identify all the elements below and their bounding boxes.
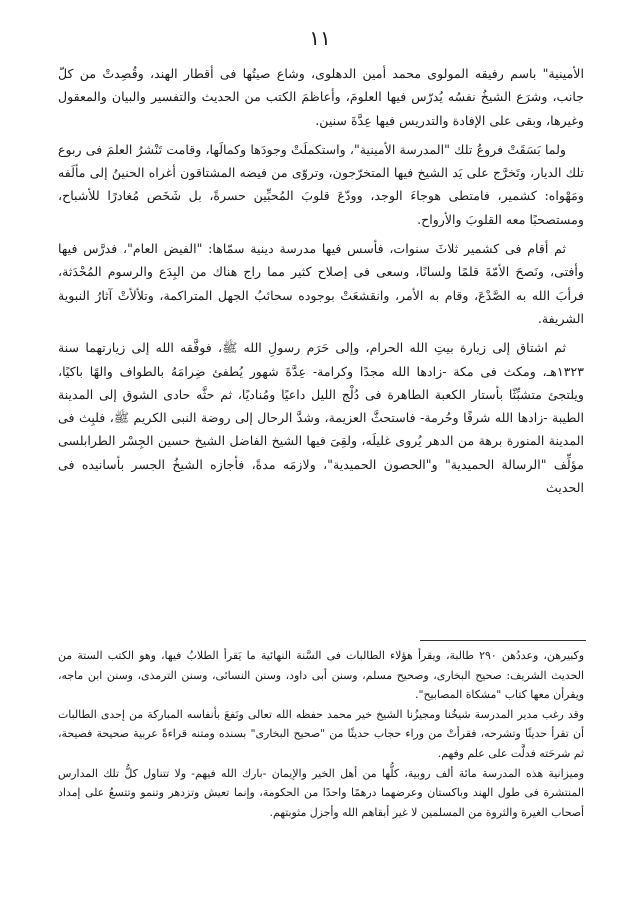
- paragraph: ولما بَسَقَتْ فروعُ تلك "المدرسة الأمينية"، واستكملَتْ وجودَها وكمالَها، وقامت تَنْشرُ العلمَ فى ربوع تلك الديار، وتَخرَّج على يَد الشيخ فيها المتخرّجون، وتروّى من فيضه المشتاقون أغراه الحنينُ إلى مألَفه ومَهْواه: كشمير، فامتطى هوجاءَ الوجد، وودّعَ قلوبَ المُحبِّين حسرةً، بل شَخَص مُغادرًا للأشباح، ومستصحبًا معه القلوبَ والأرواح.: [58, 141, 584, 227]
- page-number: ١١: [309, 26, 331, 50]
- main-text: [58, 62, 584, 505]
- paragraph: ثم أقام فى كشمير ثلاثَ سنوات، فأسس فيها مدرسة دينية سمّاها: "الفيض العام"، فدرَّس فيها وأفتى، ونَصحَ الأمّةَ قلمًا ولسانًا، وسعى فى إصلاح كثير مما راج هناك من البِدَع والرسوم المُحْدَثة، فرأبَ الله به الصَّدْعَ، وقام به الأمر، وانقشعَتْ بوجوده سحائبُ الجهل المتراكمة، وتلألأتْ آثارُ النبوية الشريفة.: [58, 241, 584, 326]
- paragraph: ثم اشتاق إلى زيارة بيتِ الله الحرام، وإلى حَرَم رسولِ الله ﷺ، فوفَّقه الله إلى زيارتهما سنة ١٣٢٣هـ، ومكث فى مكة -زادها الله مجدًا وكرامة- عِدَّةَ شهور يُطفئ ضِرامَهُ بالطواف والهًا باكيًا، ويلتجئ متشبِّثًا بأستار الكعبة الطاهرة فى دُلْج الليل داعيًا ومُناديًا، ثم حثَّه حادى الشوق إلى المدينة الطيبة -زادها الله شرفًا وحُرمة- فاستحثَّ العزيمة، وشدَّ الرحال إلى روضة النبى الكريم ﷺ، فلبِث فى المدينة المنورة برهة من الدهر يُروى غليلَه، ولقِىَ فيها الشيخ الفاضل الشيخ حسين الجِسْر الطرابلسى مؤلِّف "الرسالة الحميدية" و"الحصون الحميدية"، ولازمَه مدةً، فأجازه الشيخُ الجسر بأسانيده فى الحديث: [58, 340, 584, 496]
- paragraph: الأمينية" باسم رفيقه المولوى محمد أمين الدهلوى، وشاع صيتُها فى أقطار الهند، وقُصِدتْ من كلّ جانب، وشرَع الشيخُ نفسُه يُدرّس فيها العلومَ، وأعاظمَ الكتب من الحديث والتفسير والبيان والمعقول وغيرها، وبقى على الإفادة والتدريس فيها عِدَّةَ سنين.: [58, 66, 584, 128]
- footnotes: [58, 646, 584, 822]
- footnote-paragraph: وكبيرهن، وعددُهن ٢٩٠ طالبة، ويقرأ هؤلاء الطالبات فى السَّنة النهائية ما يَقرأ الطلابُ فيها، وهو الكتب الستة من الحديث الشريف: صحيح البخارى، وصحيح مسلم، وسنن أبى داود، وسنن النسائى، وسنن الترمذى، وسنن ابن ماجه، ويقرأن معها كتاب "مشكاة المصابيح".: [58, 649, 584, 702]
- footnote-paragraph: وميزانية هذه المدرسة مائة ألف روبية، كلُّها من أهل الخير والإيمان -بارك الله فيهم- ولا تتناول كلُّ تلك المدارس المنتشرة فى طول الهند وباكستان وعرضهما درهمًا واحدًا من الحكومة، وإنما تعيش وتزدهر وتنمو وتتسعُ على إمداد أصحاب الغيرة والثروة من المسلمين لا غير أبقاهم الله وأجزل مثوبتهم.: [58, 766, 584, 819]
- footnote-divider: [420, 640, 586, 641]
- footnote-paragraph: وقد رغب مدير المدرسة شيخُنا ومجيزُنا الشيخ خير محمد حفظه الله تعالى ونَفعَ بأنفاسه المباركة من إحدى الطالبات أن تقرأ حديثًا وتشرحه، فقرأتْ من وراء حجاب حديثًا من "صحيح البخارى" بسنده ومتنه قراءةً عربية صحيحة فصيحة، ثم شرحَته فدلَّت على علم وفهم.: [58, 707, 584, 760]
